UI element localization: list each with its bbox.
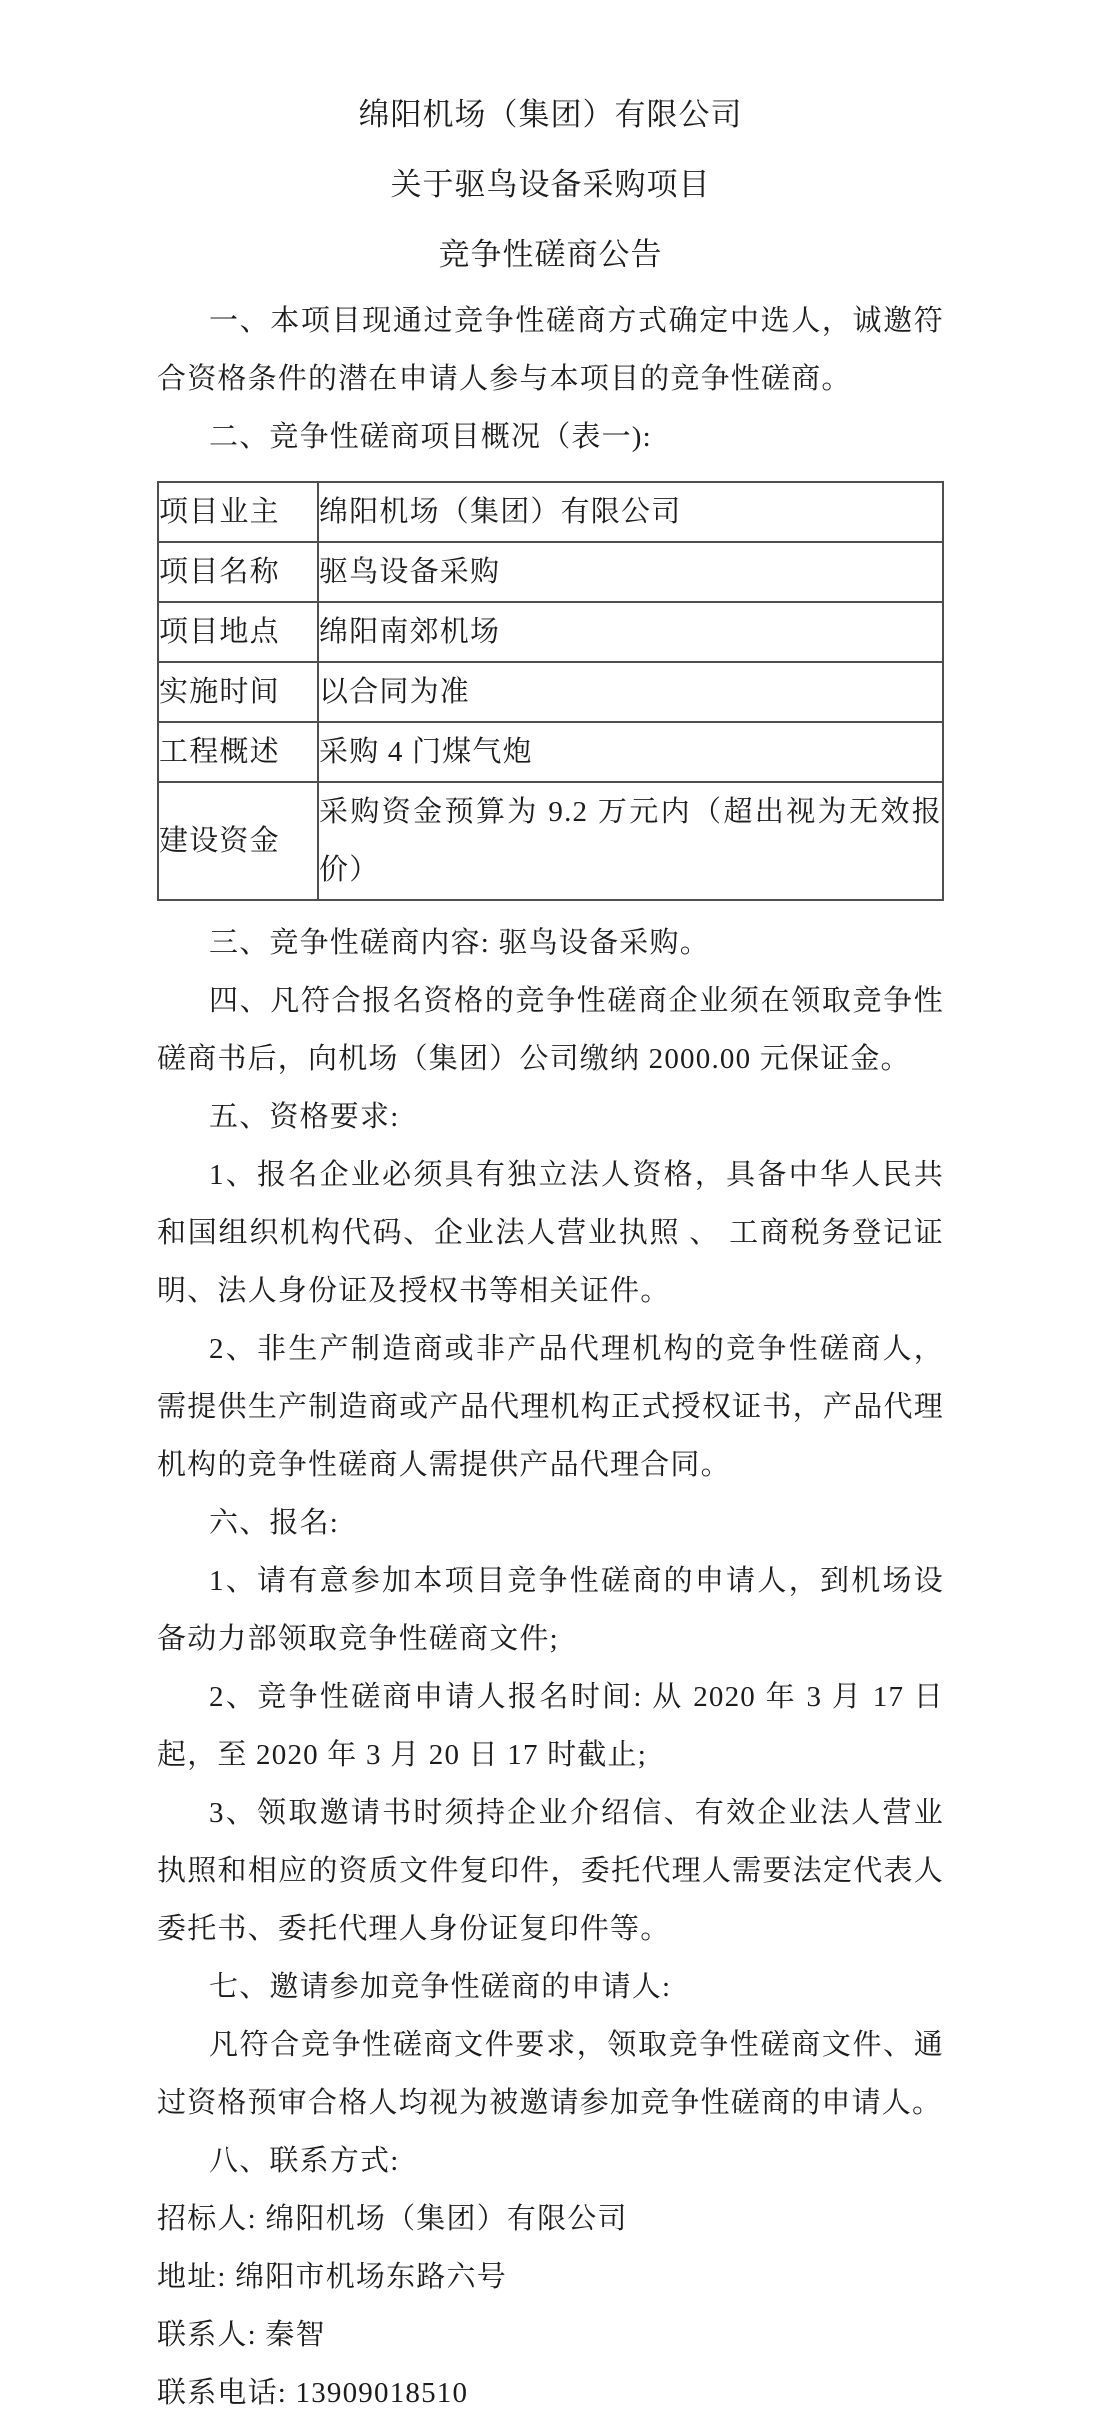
contact-line-bidder: 招标人: 绵阳机场（集团）有限公司	[157, 2203, 628, 2235]
value-cell-scope: 采购 4 门煤气炮	[318, 722, 943, 782]
document-body	[157, 292, 944, 2422]
paragraph-qualification-item-1: 1、报名企业必须具有独立法人资格，具备中华人民共和国组织机构代码、企业法人营业执照 、 工商税务登记证明、法人身份证及授权书等相关证件。	[157, 1159, 944, 1307]
paragraph-registration-heading: 六、报名:	[209, 1507, 340, 1539]
table-row-project-name	[158, 542, 943, 602]
table-row-owner	[158, 482, 943, 542]
title-line-company: 绵阳机场（集团）有限公司	[358, 97, 743, 132]
value-cell-owner: 绵阳机场（集团）有限公司	[318, 482, 943, 542]
contact-line-person: 联系人: 秦智	[157, 2319, 326, 2351]
label-cell-scope: 工程概述	[158, 722, 318, 782]
title-line-project: 关于驱鸟设备采购项目	[390, 167, 711, 202]
paragraph-registration-item-3: 3、领取邀请书时须持企业介绍信、有效企业法人营业执照和相应的资质文件复印件，委托代理人需要法定代表人委托书、委托代理人身份证复印件等。	[157, 1797, 944, 1945]
table-row-schedule	[158, 662, 943, 722]
paragraph-invitation-detail: 凡符合竞争性磋商文件要求，领取竞争性磋商文件、通过资格预审合格人均视为被邀请参加竞争性磋商的申请人。	[157, 2029, 944, 2119]
title-line-notice-type: 竞争性磋商公告	[438, 237, 663, 272]
contact-line-phone: 联系电话: 13909018510	[157, 2377, 469, 2409]
document-title-block	[157, 80, 944, 290]
table-row-scope	[158, 722, 943, 782]
paragraph-negotiation-content: 三、竞争性磋商内容: 驱鸟设备采购。	[209, 927, 710, 959]
announcement-document	[157, 80, 944, 2422]
paragraph-invitation-heading: 七、邀请参加竞争性磋商的申请人:	[209, 1971, 672, 2003]
label-cell-project-name: 项目名称	[158, 542, 318, 602]
value-cell-schedule: 以合同为准	[318, 662, 943, 722]
label-cell-schedule: 实施时间	[158, 662, 318, 722]
label-cell-owner: 项目业主	[158, 482, 318, 542]
paragraph-deposit: 四、凡符合报名资格的竞争性磋商企业须在领取竞争性磋商书后，向机场（集团）公司缴纳 2000.00 元保证金。	[157, 985, 944, 1075]
table-row-location	[158, 602, 943, 662]
label-cell-location: 项目地点	[158, 602, 318, 662]
value-cell-location: 绵阳南郊机场	[318, 602, 943, 662]
contact-line-address: 地址: 绵阳市机场东路六号	[157, 2261, 507, 2293]
table-row-budget	[158, 782, 943, 900]
label-cell-budget: 建设资金	[158, 782, 318, 900]
paragraph-qualification-heading: 五、资格要求:	[209, 1101, 400, 1133]
value-cell-budget: 采购资金预算为 9.2 万元内（超出视为无效报价）	[318, 782, 943, 900]
paragraph-registration-item-2: 2、竞争性磋商申请人报名时间: 从 2020 年 3 月 17 日起，至 2020 年 3 月 20 日 17 时截止;	[157, 1681, 944, 1771]
project-overview-table	[157, 481, 944, 901]
paragraph-qualification-item-2: 2、非生产制造商或非产品代理机构的竞争性磋商人，需提供生产制造商或产品代理机构正式授权证书，产品代理机构的竞争性磋商人需提供产品代理合同。	[157, 1333, 944, 1481]
paragraph-contact-heading: 八、联系方式:	[209, 2145, 400, 2177]
paragraph-registration-item-1: 1、请有意参加本项目竞争性磋商的申请人，到机场设备动力部领取竞争性磋商文件;	[157, 1565, 944, 1655]
paragraph-overview-heading: 二、竞争性磋商项目概况（表一):	[209, 421, 652, 453]
paragraph-project-method: 一、本项目现通过竞争性磋商方式确定中选人，诚邀符合资格条件的潜在申请人参与本项目的竞争性磋商。	[157, 305, 944, 395]
value-cell-project-name: 驱鸟设备采购	[318, 542, 943, 602]
